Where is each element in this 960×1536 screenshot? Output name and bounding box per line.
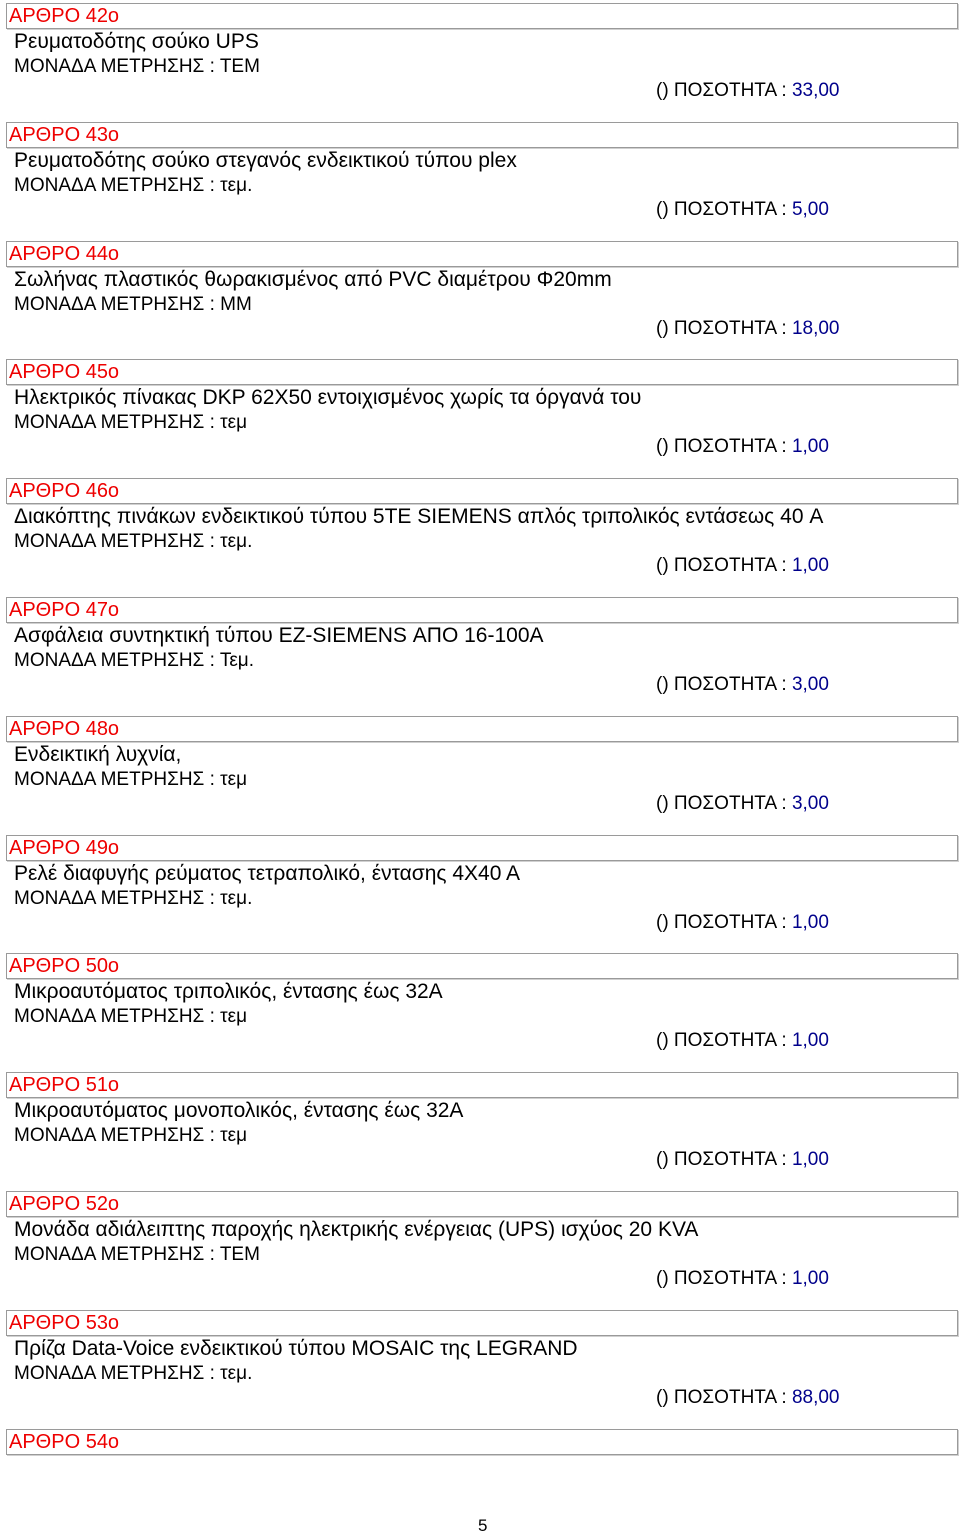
quantity-line (656, 555, 829, 577)
article-title: ΑΡΘΡΟ 47ο (9, 599, 120, 621)
quantity-label: () ΠΟΣΟΤΗΤΑ : (656, 674, 787, 695)
quantity-label: () ΠΟΣΟΤΗΤΑ : (656, 80, 787, 101)
quantity-label: () ΠΟΣΟΤΗΤΑ : (656, 555, 787, 577)
article-description: Μικροαυτόματος μονοπολικός, έντασης έως 32Α (14, 1099, 464, 1123)
article-header (6, 359, 958, 385)
quantity-value: 1,00 (791, 555, 829, 577)
quantity-value: 1,00 (791, 1030, 829, 1052)
unit-value: τεμ. (220, 531, 253, 553)
unit-value: τεμ. (220, 174, 253, 196)
unit-label: ΜΟΝΑΔΑ ΜΕΤΡΗΣΗΣ : (14, 1362, 215, 1384)
quantity-label: () ΠΟΣΟΤΗΤΑ : (656, 1268, 787, 1289)
article-title: ΑΡΘΡΟ 48ο (9, 717, 120, 740)
unit-value: ΜΜ (220, 293, 252, 315)
article-title: ΑΡΘΡΟ 54ο (9, 1430, 120, 1453)
quantity-line (656, 318, 840, 340)
unit-label: ΜΟΝΑΔΑ ΜΕΤΡΗΣΗΣ : (14, 293, 215, 315)
article-description: Σωλήνας πλαστικός θωρακισμένος από PVC διαμέτρου Φ20mm (14, 267, 612, 291)
unit-value: ΤΕΜ (219, 56, 260, 77)
article-header (6, 478, 958, 504)
quantity-line (656, 1149, 829, 1171)
quantity-value: 18,00 (791, 317, 840, 339)
unit-line (14, 294, 252, 316)
unit-value: τεμ (220, 768, 248, 790)
quantity-label: () ΠΟΣΟΤΗΤΑ : (656, 198, 787, 220)
quantity-value: 1,00 (791, 911, 829, 933)
article-description: Ρευματοδότης σούκο UPS (14, 30, 259, 53)
article-title: ΑΡΘΡΟ 50ο (9, 955, 120, 978)
quantity-value: 5,00 (791, 198, 829, 220)
unit-label: ΜΟΝΑΔΑ ΜΕΤΡΗΣΗΣ : (14, 887, 215, 909)
article-header (6, 597, 958, 623)
quantity-line (656, 199, 829, 221)
article-title: ΑΡΘΡΟ 52ο (9, 1193, 120, 1215)
article-title: ΑΡΘΡΟ 42ο (9, 5, 120, 27)
article-title: ΑΡΘΡΟ 45ο (9, 361, 120, 384)
unit-label: ΜΟΝΑΔΑ ΜΕΤΡΗΣΗΣ : (14, 768, 215, 790)
unit-value: Τεμ. (219, 650, 255, 671)
quantity-value: 1,00 (791, 436, 829, 458)
quantity-label: () ΠΟΣΟΤΗΤΑ : (656, 1030, 787, 1052)
quantity-line (656, 80, 840, 102)
article-title: ΑΡΘΡΟ 53ο (9, 1311, 120, 1334)
article-description: Ρευματοδότης σούκο στεγανός ενδεικτικού τύπου plex (14, 148, 517, 172)
quantity-label: () ΠΟΣΟΤΗΤΑ : (656, 317, 787, 339)
unit-value: τεμ. (220, 1362, 253, 1384)
unit-label: ΜΟΝΑΔΑ ΜΕΤΡΗΣΗΣ : (14, 1244, 215, 1265)
unit-value: τεμ (220, 412, 248, 434)
quantity-line (656, 674, 829, 696)
article-header (6, 1072, 958, 1098)
unit-line (14, 1006, 247, 1028)
unit-value: ΤΕΜ (219, 1244, 260, 1265)
article-description: Μικροαυτόματος τριπολικός, έντασης έως 32Α (14, 980, 443, 1004)
article-title: ΑΡΘΡΟ 44ο (9, 242, 120, 265)
unit-line (14, 175, 252, 197)
article-header (6, 953, 958, 979)
unit-line (14, 531, 252, 553)
unit-label: ΜΟΝΑΔΑ ΜΕΤΡΗΣΗΣ : (14, 650, 215, 671)
article-title: ΑΡΘΡΟ 51ο (9, 1074, 120, 1097)
quantity-value: 88,00 (791, 1386, 840, 1408)
article-header (6, 3, 958, 29)
quantity-line (656, 793, 829, 815)
article-description: Ενδεικτική λυχνία, (14, 742, 182, 766)
unit-line (14, 769, 247, 791)
article-description: Ρελέ διαφυγής ρεύματος τετραπολικό, έντασης 4Χ40 Α (14, 861, 521, 885)
quantity-line (656, 1268, 829, 1290)
quantity-line (656, 1387, 840, 1409)
unit-line (14, 650, 254, 672)
article-title: ΑΡΘΡΟ 49ο (9, 836, 120, 859)
article-header (6, 1310, 958, 1336)
article-description: Πρίζα Data-Voice ενδεικτικού τύπου MOSAIC της LEGRAND (14, 1336, 578, 1360)
unit-line (14, 56, 260, 78)
article-header (6, 122, 958, 148)
article-title: ΑΡΘΡΟ 46ο (9, 480, 120, 503)
unit-label: ΜΟΝΑΔΑ ΜΕΤΡΗΣΗΣ : (14, 412, 215, 434)
quantity-value: 3,00 (791, 792, 829, 814)
article-title: ΑΡΘΡΟ 43ο (9, 123, 120, 146)
unit-label: ΜΟΝΑΔΑ ΜΕΤΡΗΣΗΣ : (14, 531, 215, 553)
article-header (6, 716, 958, 742)
unit-label: ΜΟΝΑΔΑ ΜΕΤΡΗΣΗΣ : (14, 1125, 215, 1147)
article-description: Διακόπτης πινάκων ενδεικτικού τύπου 5TE SIEMENS απλός τριπολικός εντάσεως 40 A (14, 505, 824, 529)
unit-label: ΜΟΝΑΔΑ ΜΕΤΡΗΣΗΣ : (14, 1006, 215, 1028)
unit-line (14, 1125, 247, 1147)
quantity-label: () ΠΟΣΟΤΗΤΑ : (656, 1149, 787, 1171)
quantity-value: 33,00 (791, 80, 840, 101)
quantity-label: () ΠΟΣΟΤΗΤΑ : (656, 436, 787, 458)
quantity-value: 1,00 (791, 1149, 829, 1171)
unit-value: τεμ (220, 1006, 248, 1028)
quantity-label: () ΠΟΣΟΤΗΤΑ : (656, 792, 787, 814)
page-number: 5 (478, 1516, 488, 1535)
article-header (6, 1191, 958, 1217)
unit-label: ΜΟΝΑΔΑ ΜΕΤΡΗΣΗΣ : (14, 174, 215, 196)
unit-label: ΜΟΝΑΔΑ ΜΕΤΡΗΣΗΣ : (14, 56, 215, 77)
article-description: Ασφάλεια συντηκτική τύπου EZ-SIEMENS ΑΠΟ 16-100Α (14, 624, 544, 647)
quantity-label: () ΠΟΣΟΤΗΤΑ : (656, 1386, 787, 1408)
unit-line (14, 412, 247, 434)
article-header (6, 835, 958, 861)
unit-line (14, 1244, 260, 1266)
quantity-value: 3,00 (791, 674, 829, 695)
quantity-line (656, 436, 829, 458)
quantity-value: 1,00 (791, 1268, 829, 1289)
quantity-line (656, 1030, 829, 1052)
article-header (6, 1429, 958, 1455)
quantity-line (656, 912, 829, 934)
quantity-label: () ΠΟΣΟΤΗΤΑ : (656, 911, 787, 933)
article-description: Ηλεκτρικός πίνακας DKP 62X50 εντοιχισμένος χωρίς τα όργανά του (14, 386, 642, 410)
unit-line (14, 1363, 252, 1385)
unit-value: τεμ. (220, 887, 253, 909)
article-header (6, 241, 958, 267)
unit-value: τεμ (220, 1125, 248, 1147)
article-description: Μονάδα αδιάλειπτης παροχής ηλεκτρικής ενέργειας (UPS) ισχύος 20 KVA (14, 1218, 699, 1241)
unit-line (14, 888, 252, 910)
